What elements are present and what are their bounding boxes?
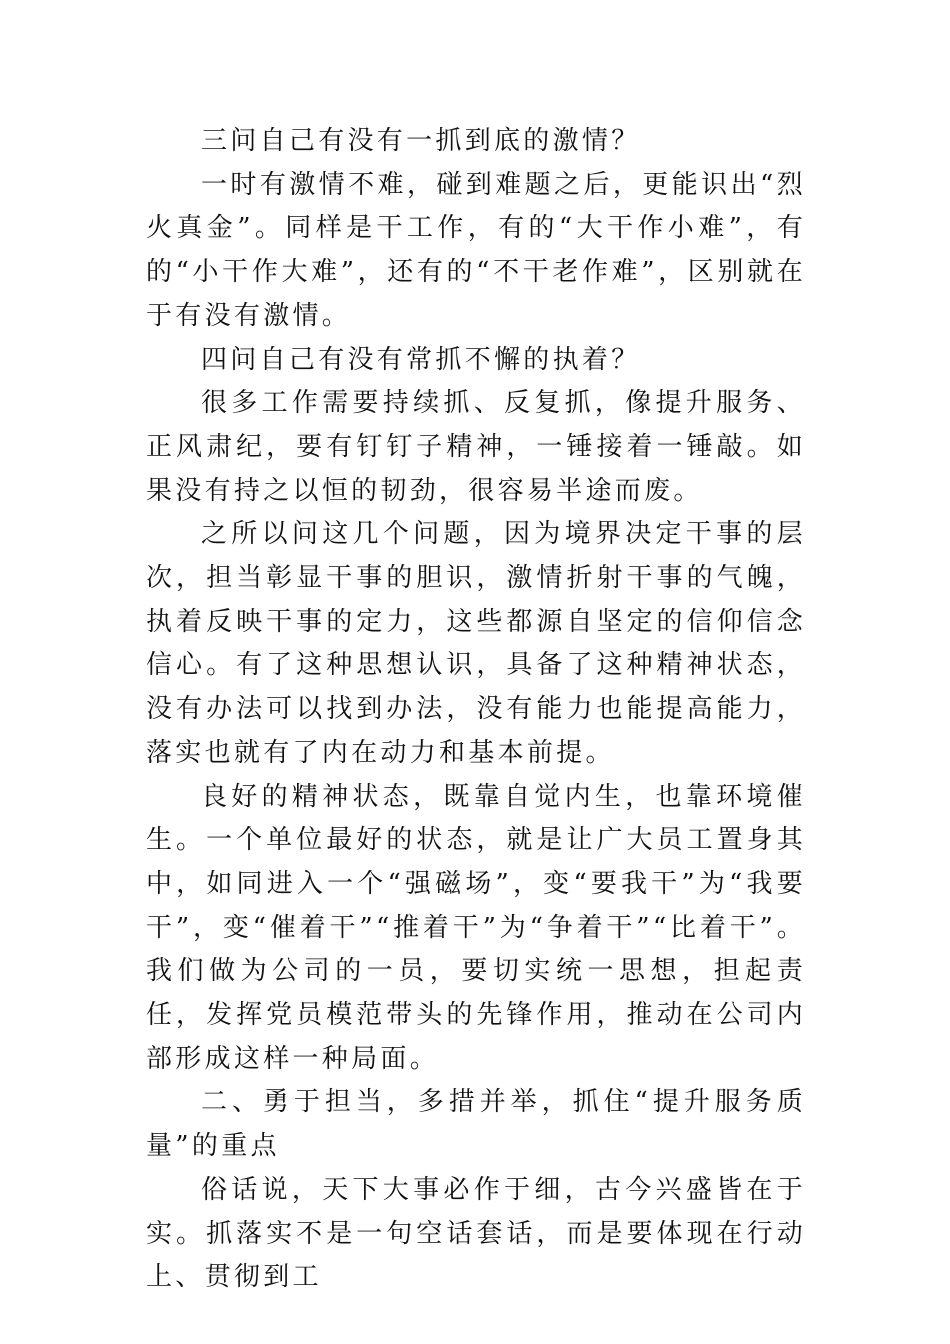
paragraph-persistence: 很多工作需要持续抓、反复抓，像提升服务、正风肃纪，要有钉钉子精神，一锤接着一锤敲。如果没有持之以恒的韧劲，很容易半途而废。 <box>146 388 806 506</box>
paragraph-reasoning: 之所以问这几个问题，因为境界决定干事的层次，担当彰显干事的胆识，激情折射干事的气魄，执着反映干事的定力，这些都源自坚定的信仰信念信心。有了这种思想认识，具备了这种精神状态，没有办法可以找到办法，没有能力也能提高能力，落实也就有了内在动力和基本前提。 <box>146 519 806 768</box>
paragraph-section-heading-two: 二、勇于担当，多措并举，抓住“提升服务质量”的重点 <box>146 1087 806 1162</box>
paragraph-heading-question-four: 四问自己有没有常抓不懈的执着？ <box>201 344 641 375</box>
document-body <box>146 120 806 1300</box>
paragraph-heading-question-three: 三问自己有没有一抓到底的激情？ <box>201 126 641 156</box>
paragraph-implementation: 俗话说，天下大事必作于细，古今兴盛皆在于实。抓落实不是一句空话套话，而是要体现在行动上、贯彻到工 <box>146 1174 806 1293</box>
paragraph-spirit-state: 良好的精神状态，既靠自觉内生，也靠环境催生。一个单位最好的状态，就是让广大员工置身其中，如同进入一个“强磁场”，变“要我干”为“我要干”，变“催着干”“推着干”为“争着干”“比着干”。我们做为公司的一员，要切实统一思想，担起责任，发挥党员模范带头的先锋作用，推动在公司内部形成这样一种局面。 <box>146 781 806 1074</box>
paragraph-passion: 一时有激情不难，碰到难题之后，更能识出“烈火真金”。同样是干工作，有的“大干作小难”，有的“小干作大难”，还有的“不干老作难”，区别就在于有没有激情。 <box>146 169 806 331</box>
